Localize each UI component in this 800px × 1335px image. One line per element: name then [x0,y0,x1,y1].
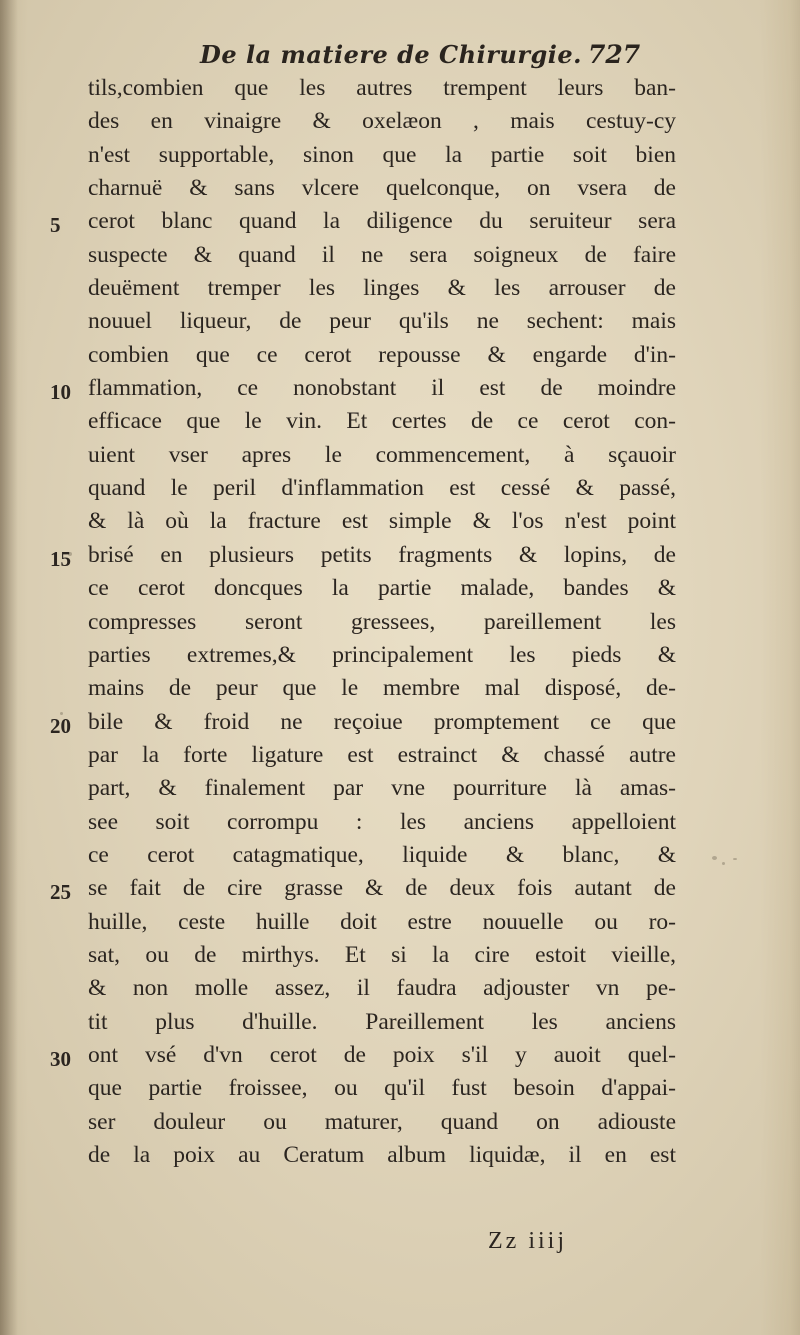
text-line: n'est supportable, sinon que la partie soit bien [88,141,676,168]
binding-shadow [0,0,18,1335]
text-line: parties extremes,& principalement les pieds & [88,641,676,668]
text-line: & non molle assez, il faudra adjouster vn pe- [88,975,676,1002]
text-line: huille, ceste huille doit estre nouuelle ou ro- [88,908,676,935]
text-line: nouuel liqueur, de peur qu'ils ne sechent: mais [88,308,676,335]
line-number: 15 [50,546,71,571]
text-line: combien que ce cerot repousse & engarde d'in- [88,341,676,368]
line-number: 10 [50,380,71,405]
ink-speck [712,856,717,860]
text-line: tils,combien que les autres trempent leurs ban- [88,75,676,101]
text-line: des en vinaigre & oxelæon , mais cestuy-cy [88,108,676,135]
text-line: mains de peur que le membre mal disposé, de- [88,675,676,702]
running-head-title: De la matiere de Chirurgie. [200,40,582,69]
text-line: suspecte & quand il ne sera soigneux de faire [88,241,676,268]
text-line: par la forte ligature est estrainct & chassé autre [88,741,676,768]
signature-mark: Zz iiij [488,1228,567,1254]
text-line: tit plus d'huille. Pareillement les anciens [88,1008,676,1035]
text-line: efficace que le vin. Et certes de ce cerot con- [88,408,676,435]
page-number: 727 [588,40,641,69]
text-line: bile & froid ne reçoiue promptement ce que [88,708,676,735]
text-line: uient vser apres le commencement, à sçauoir [88,441,676,468]
line-number: 20 [50,713,71,738]
ink-speck [722,862,725,865]
line-number: 5 [50,213,61,238]
text-line: see soit corrompu : les anciens appelloient [88,808,676,835]
body-text [88,72,676,1172]
text-line: cerot blanc quand la diligence du seruiteur sera [88,208,676,235]
text-line: ce cerot catagmatique, liquide & blanc, & [88,841,676,868]
text-line: & là où la fracture est simple & l'os n'est point [88,508,676,535]
text-line: ser douleur ou maturer, quand on adiouste [88,1108,676,1135]
text-line: se fait de cire grasse & de deux fois autant de [88,875,676,902]
text-line: sat, ou de mirthys. Et si la cire estoit vieille, [88,941,676,968]
text-line: flammation, ce nonobstant il est de moindre [88,375,676,402]
line-number: 25 [50,880,71,905]
text-line: ce cerot doncques la partie malade, bandes & [88,575,676,602]
text-line: que partie froissee, ou qu'il fust besoin d'appai- [88,1075,676,1102]
line-number: 30 [50,1047,71,1072]
text-line: compresses seront gressees, pareillement les [88,608,676,635]
ink-speck [733,858,737,860]
text-line: deuëment tremper les linges & les arrouser de [88,275,676,302]
text-line: brisé en plusieurs petits fragments & lopins, de [88,541,676,568]
text-line: de la poix au Ceratum album liquidæ, il en est [88,1142,676,1168]
text-line: ont vsé d'vn cerot de poix s'il y auoit quel- [88,1041,676,1068]
text-line: charnuë & sans vlcere quelconque, on vsera de [88,175,676,202]
text-line: quand le peril d'inflammation est cessé & passé, [88,475,676,502]
text-line: part, & finalement par vne pourriture là amas- [88,775,676,802]
